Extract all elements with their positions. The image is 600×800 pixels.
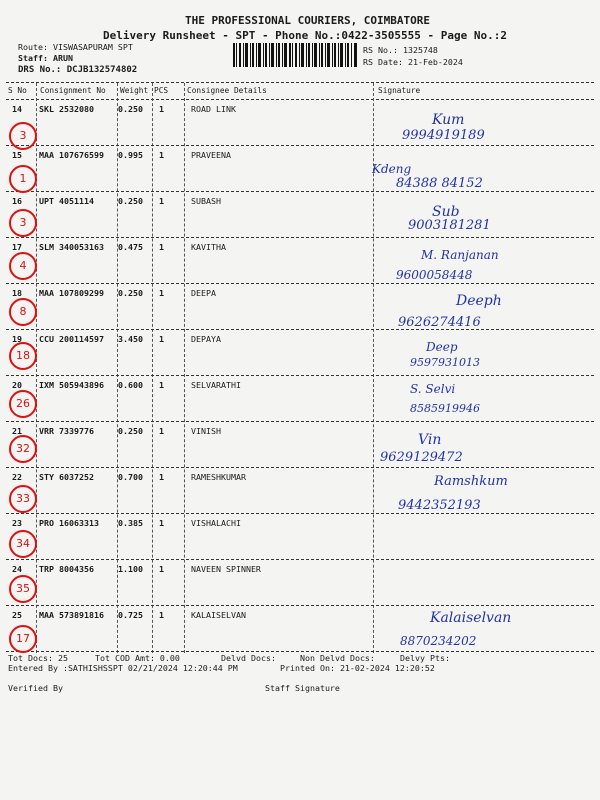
row-sno: 15 (12, 150, 22, 160)
delivered-docs: Delvd Docs: (221, 653, 276, 663)
signature-phone: 8870234202 (400, 634, 477, 648)
signature-name: M. Ranjanan (421, 248, 499, 262)
col-consignment: Consignment No (40, 86, 106, 95)
red-circle-mark: 18 (9, 342, 37, 370)
rs-date: RS Date: 21-Feb-2024 (363, 57, 463, 67)
row-consignment: SLM 340053163 (39, 242, 104, 252)
red-circle-mark: 32 (9, 435, 37, 463)
row-consignee: SELVARATHI (191, 380, 241, 390)
row-weight: 0.250 (118, 104, 143, 114)
signature-phone: 8585919946 (410, 402, 480, 415)
row-weight: 0.725 (118, 610, 143, 620)
row-sno: 24 (12, 564, 22, 574)
red-circle-mark: 26 (9, 390, 37, 418)
staff-label: Staff: ARUN (18, 53, 73, 63)
row-pcs: 1 (159, 334, 164, 344)
row-consignment: UPT 4051114 (39, 196, 94, 206)
table-row (6, 559, 594, 606)
row-consignment: IXM 505943896 (39, 380, 104, 390)
col-consignee: Consignee Details (187, 86, 267, 95)
row-consignment: CCU 200114597 (39, 334, 104, 344)
row-consignee: SUBASH (191, 196, 221, 206)
row-consignment: MAA 107676599 (39, 150, 104, 160)
delivery-points: Delvy Pts: (400, 653, 450, 663)
row-consignment: STY 6037252 (39, 472, 94, 482)
row-pcs: 1 (159, 288, 164, 298)
col-sno: S No (8, 86, 27, 95)
printed-on: Printed On: 21-02-2024 12:20:52 (280, 663, 435, 673)
row-sno: 22 (12, 472, 22, 482)
row-weight: 0.700 (118, 472, 143, 482)
signature-phone: 9442352193 (398, 498, 481, 513)
signature-phone: 9003181281 (408, 218, 491, 233)
row-consignee: VINISH (191, 426, 221, 436)
row-sno: 16 (12, 196, 22, 206)
table-row (6, 513, 594, 560)
rs-number: RS No.: 1325748 (363, 45, 438, 55)
row-consignee: KAVITHA (191, 242, 226, 252)
red-circle-mark: 4 (9, 252, 37, 280)
row-consignee: RAMESHKUMAR (191, 472, 246, 482)
table-row (6, 145, 594, 192)
company-name: THE PROFESSIONAL COURIERS, COIMBATORE (185, 14, 431, 27)
row-pcs: 1 (159, 242, 164, 252)
total-docs: Tot Docs: 25 (8, 653, 68, 663)
row-weight: 0.995 (118, 150, 143, 160)
row-weight: 1.100 (118, 564, 143, 574)
table-row (6, 191, 594, 238)
row-weight: 3.450 (118, 334, 143, 344)
row-consignee: NAVEEN SPINNER (191, 564, 261, 574)
runsheet-subtitle: Delivery Runsheet - SPT - Phone No.:0422-3505555 - Page No.:2 (103, 29, 507, 42)
table-row (6, 375, 594, 422)
row-consignment: SKL 2532080 (39, 104, 94, 114)
drs-number: DRS No.: DCJB132574802 (18, 65, 138, 75)
row-weight: 0.250 (118, 426, 143, 436)
signature-phone: 9629129472 (380, 450, 463, 465)
signature-name: S. Selvi (410, 382, 456, 396)
row-weight: 0.475 (118, 242, 143, 252)
red-circle-mark: 33 (9, 485, 37, 513)
signature-name: Vin (418, 432, 442, 448)
table-row (6, 329, 594, 376)
row-consignment: TRP 8004356 (39, 564, 94, 574)
row-consignee: PRAVEENA (191, 150, 231, 160)
total-cod-amount: Tot COD Amt: 0.00 (95, 653, 180, 663)
signature-name: Kalaiselvan (430, 610, 512, 626)
row-pcs: 1 (159, 564, 164, 574)
row-consignee: DEPAYA (191, 334, 221, 344)
row-consignment: VRR 7339776 (39, 426, 94, 436)
col-weight: Weight (120, 86, 149, 95)
row-consignment: PRO 16063313 (39, 518, 99, 528)
table-row (6, 421, 594, 468)
red-circle-mark: 35 (9, 575, 37, 603)
signature-name: Deeph (456, 293, 502, 309)
signature-name: Kdeng (372, 162, 412, 176)
row-pcs: 1 (159, 610, 164, 620)
col-pcs: PCS (154, 86, 169, 95)
row-consignment: MAA 573891816 (39, 610, 104, 620)
row-sno: 25 (12, 610, 22, 620)
row-pcs: 1 (159, 472, 164, 482)
signature-phone: 9994919189 (402, 128, 485, 143)
red-circle-mark: 3 (9, 122, 37, 150)
row-sno: 17 (12, 242, 22, 252)
red-circle-mark: 8 (9, 298, 37, 326)
row-sno: 23 (12, 518, 22, 528)
red-circle-mark: 34 (9, 530, 37, 558)
row-pcs: 1 (159, 518, 164, 528)
row-consignment: MAA 107809299 (39, 288, 104, 298)
row-pcs: 1 (159, 196, 164, 206)
non-delivered-docs: Non Delvd Docs: (300, 653, 375, 663)
route-label: Route: VISWASAPURAM SPT (18, 42, 133, 52)
row-consignee: ROAD LINK (191, 104, 236, 114)
row-pcs: 1 (159, 380, 164, 390)
red-circle-mark: 3 (9, 209, 37, 237)
red-circle-mark: 1 (9, 165, 37, 193)
row-consignee: KALAISELVAN (191, 610, 246, 620)
signature-name: Kum (432, 112, 465, 128)
red-circle-mark: 17 (9, 625, 37, 653)
row-consignee: DEEPA (191, 288, 216, 298)
signature-name: Ramshkum (434, 474, 508, 489)
row-weight: 0.385 (118, 518, 143, 528)
verified-by: Verified By (8, 683, 63, 693)
staff-signature: Staff Signature (265, 683, 340, 693)
row-sno: 18 (12, 288, 22, 298)
signature-phone: 9600058448 (396, 268, 473, 282)
barcode-icon (233, 43, 357, 67)
table-row (6, 283, 594, 330)
row-weight: 0.250 (118, 196, 143, 206)
table-row (6, 237, 594, 284)
row-sno: 19 (12, 334, 22, 344)
row-weight: 0.250 (118, 288, 143, 298)
row-sno: 21 (12, 426, 22, 436)
signature-phone: 9626274416 (398, 315, 481, 330)
row-pcs: 1 (159, 150, 164, 160)
table-row (6, 99, 594, 146)
signature-phone: 9597931013 (410, 356, 480, 369)
signature-phone: 84388 84152 (396, 176, 483, 191)
col-signature: Signature (378, 86, 421, 95)
row-pcs: 1 (159, 426, 164, 436)
row-sno: 20 (12, 380, 22, 390)
signature-name: Deep (426, 340, 458, 354)
table-header (6, 82, 594, 100)
entered-by: Entered By :SATHISHSSPT 02/21/2024 12:20:44 PM (8, 663, 238, 673)
signature-name: Sub (432, 204, 460, 220)
row-weight: 0.600 (118, 380, 143, 390)
row-pcs: 1 (159, 104, 164, 114)
row-consignee: VISHALACHI (191, 518, 241, 528)
row-sno: 14 (12, 104, 22, 114)
